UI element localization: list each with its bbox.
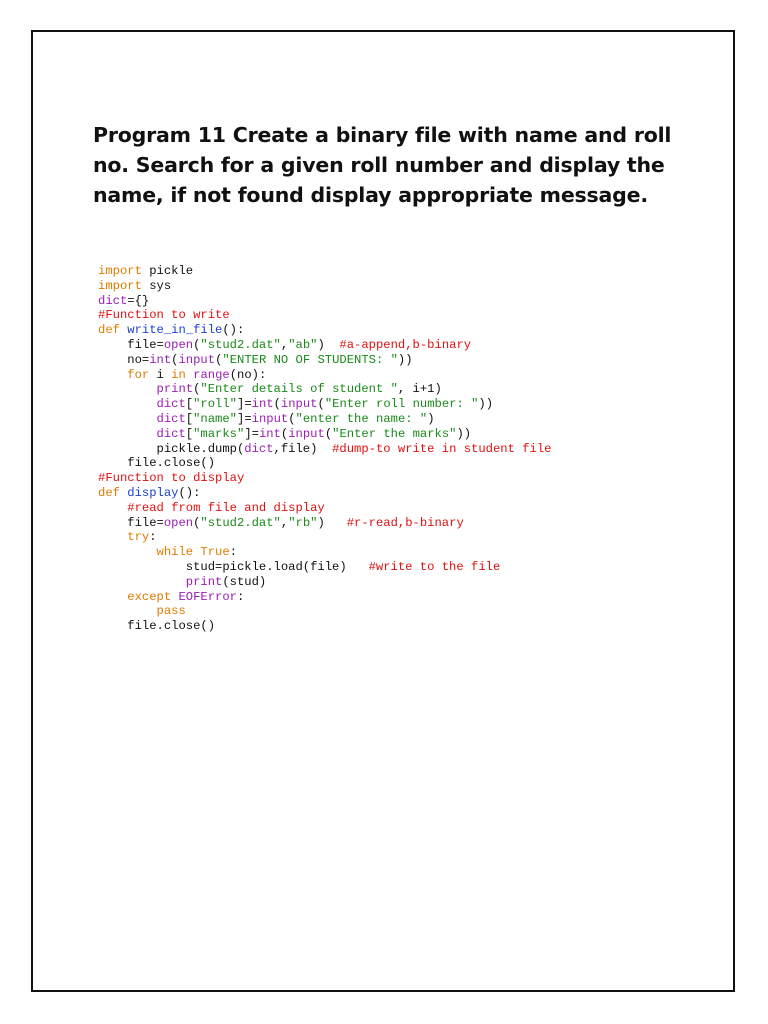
code-token: display	[127, 485, 179, 500]
code-token: EOFError	[178, 589, 237, 604]
code-token: (	[324, 426, 333, 441]
code-token: ]=	[237, 411, 252, 426]
code-token: input	[251, 411, 289, 426]
code-line	[98, 264, 551, 279]
code-token: int	[149, 352, 172, 367]
code-token: ]=	[237, 397, 252, 412]
code-token: int	[251, 397, 274, 412]
code-token: "name"	[193, 411, 237, 426]
code-token: except	[127, 589, 172, 604]
code-line	[98, 530, 551, 545]
code-line	[98, 619, 551, 634]
code-token: ():	[222, 323, 245, 338]
code-line	[98, 471, 551, 486]
code-token: "Enter roll number: "	[324, 397, 479, 412]
code-token	[98, 412, 157, 426]
code-token: "ENTER NO OF STUDENTS: "	[222, 352, 398, 367]
code-token: #a-append,b-binary	[339, 337, 472, 352]
code-token: dict	[244, 441, 274, 456]
code-token: ,file)	[273, 441, 333, 456]
code-token: ))	[397, 352, 413, 367]
code-line	[98, 412, 551, 427]
code-token: "enter the name: "	[295, 411, 428, 426]
code-token: [	[185, 426, 194, 441]
code-line	[98, 456, 551, 471]
code-token: #read from file and display	[127, 500, 325, 515]
code-token: [	[185, 411, 194, 426]
code-token: ,	[280, 515, 289, 530]
code-token: pickle.dump(	[98, 441, 245, 456]
code-token	[98, 501, 127, 515]
code-token: i	[149, 367, 172, 382]
code-token: input	[178, 352, 216, 367]
code-token: ():	[178, 485, 201, 500]
code-token: input	[288, 426, 325, 441]
code-token: "marks"	[193, 426, 245, 441]
code-line	[98, 486, 551, 501]
code-token: (	[317, 397, 325, 412]
code-token: "roll"	[193, 397, 237, 412]
code-token	[98, 604, 157, 618]
code-token: (	[288, 411, 296, 426]
code-line	[98, 604, 551, 619]
code-token: "rb"	[288, 515, 318, 530]
code-line	[98, 442, 551, 457]
code-token: ,	[280, 337, 289, 352]
code-line	[98, 397, 551, 412]
code-line	[98, 353, 551, 368]
code-token: file.close()	[98, 619, 216, 634]
code-line	[98, 545, 551, 560]
code-token	[98, 382, 157, 396]
code-token: try	[127, 530, 150, 545]
code-token: #Function to write	[98, 308, 230, 323]
code-token: :	[149, 530, 157, 545]
code-token: ]=	[244, 426, 259, 441]
code-token: no=	[98, 352, 150, 367]
code-token: for	[127, 367, 150, 382]
code-token: , i+1)	[397, 382, 442, 397]
code-line	[98, 427, 551, 442]
code-token: file=	[98, 515, 164, 530]
code-line	[98, 590, 551, 605]
code-token: in	[171, 367, 186, 382]
code-token: #Function to display	[98, 471, 245, 486]
code-token: int	[258, 426, 281, 441]
code-token: def	[98, 323, 120, 338]
code-line	[98, 575, 551, 590]
code-token: (stud)	[222, 574, 267, 589]
code-token: dict	[156, 426, 186, 441]
code-token: dict	[156, 411, 186, 426]
code-token: ))	[478, 397, 494, 412]
code-token: import	[98, 264, 142, 278]
code-token: print	[185, 574, 223, 589]
code-token: input	[280, 397, 318, 412]
code-line	[98, 560, 551, 575]
code-token	[98, 545, 157, 559]
code-token: dict	[98, 293, 128, 308]
code-token: range	[193, 367, 230, 382]
code-block	[98, 264, 551, 634]
code-token: (	[215, 352, 223, 367]
code-token: file.close()	[98, 456, 216, 471]
code-token: write_in_file	[127, 323, 223, 338]
code-token: print	[156, 382, 194, 397]
code-line	[98, 323, 551, 338]
code-token: "ab"	[288, 337, 318, 352]
code-token: open	[163, 515, 194, 530]
code-token	[98, 397, 157, 411]
code-token: #r-read,b-binary	[346, 515, 464, 530]
code-token: while	[156, 545, 194, 560]
code-token: (	[193, 515, 201, 530]
code-token: file=	[98, 337, 164, 352]
code-token: (	[193, 382, 201, 397]
code-token: "Enter the marks"	[332, 426, 457, 441]
code-token: )	[317, 515, 347, 530]
code-token	[98, 590, 127, 604]
code-token: pickle	[141, 264, 194, 278]
code-token: stud=pickle.load(file)	[98, 559, 369, 574]
code-token: :	[229, 545, 238, 560]
code-token: pass	[156, 604, 186, 619]
code-token: (	[273, 397, 281, 412]
code-token	[98, 427, 157, 441]
program-heading: Program 11 Create a binary file with name and roll no. Search for a given roll number and display the name, if not found display appropriate message.	[93, 123, 672, 207]
code-token: #dump-to write in student file	[332, 441, 552, 456]
code-token: True	[200, 545, 230, 560]
code-token: [	[185, 397, 194, 412]
code-line	[98, 382, 551, 397]
code-token: (no):	[229, 367, 267, 382]
code-token: "stud2.dat"	[200, 337, 281, 352]
code-token: )	[317, 337, 340, 352]
code-token: sys	[141, 278, 172, 293]
code-token: import	[98, 278, 142, 293]
code-token	[98, 575, 186, 589]
code-token: (	[280, 426, 289, 441]
code-line	[98, 279, 551, 294]
code-token: #write to the file	[368, 559, 501, 574]
code-token: open	[163, 337, 194, 352]
code-line	[98, 338, 551, 353]
code-token: ={}	[127, 293, 150, 308]
code-token	[98, 368, 127, 382]
code-line	[98, 516, 551, 531]
code-line	[98, 501, 551, 516]
code-token: "stud2.dat"	[200, 515, 281, 530]
code-line	[98, 294, 551, 309]
code-token: (	[171, 352, 179, 367]
code-token: ))	[456, 426, 472, 441]
code-token	[98, 530, 127, 544]
code-token: :	[237, 589, 245, 604]
code-token: )	[427, 411, 435, 426]
code-token: dict	[156, 397, 186, 412]
code-line	[98, 368, 551, 383]
code-token: (	[193, 337, 201, 352]
code-line	[98, 308, 551, 323]
code-token: "Enter details of student "	[200, 382, 398, 397]
code-token: def	[98, 485, 120, 500]
